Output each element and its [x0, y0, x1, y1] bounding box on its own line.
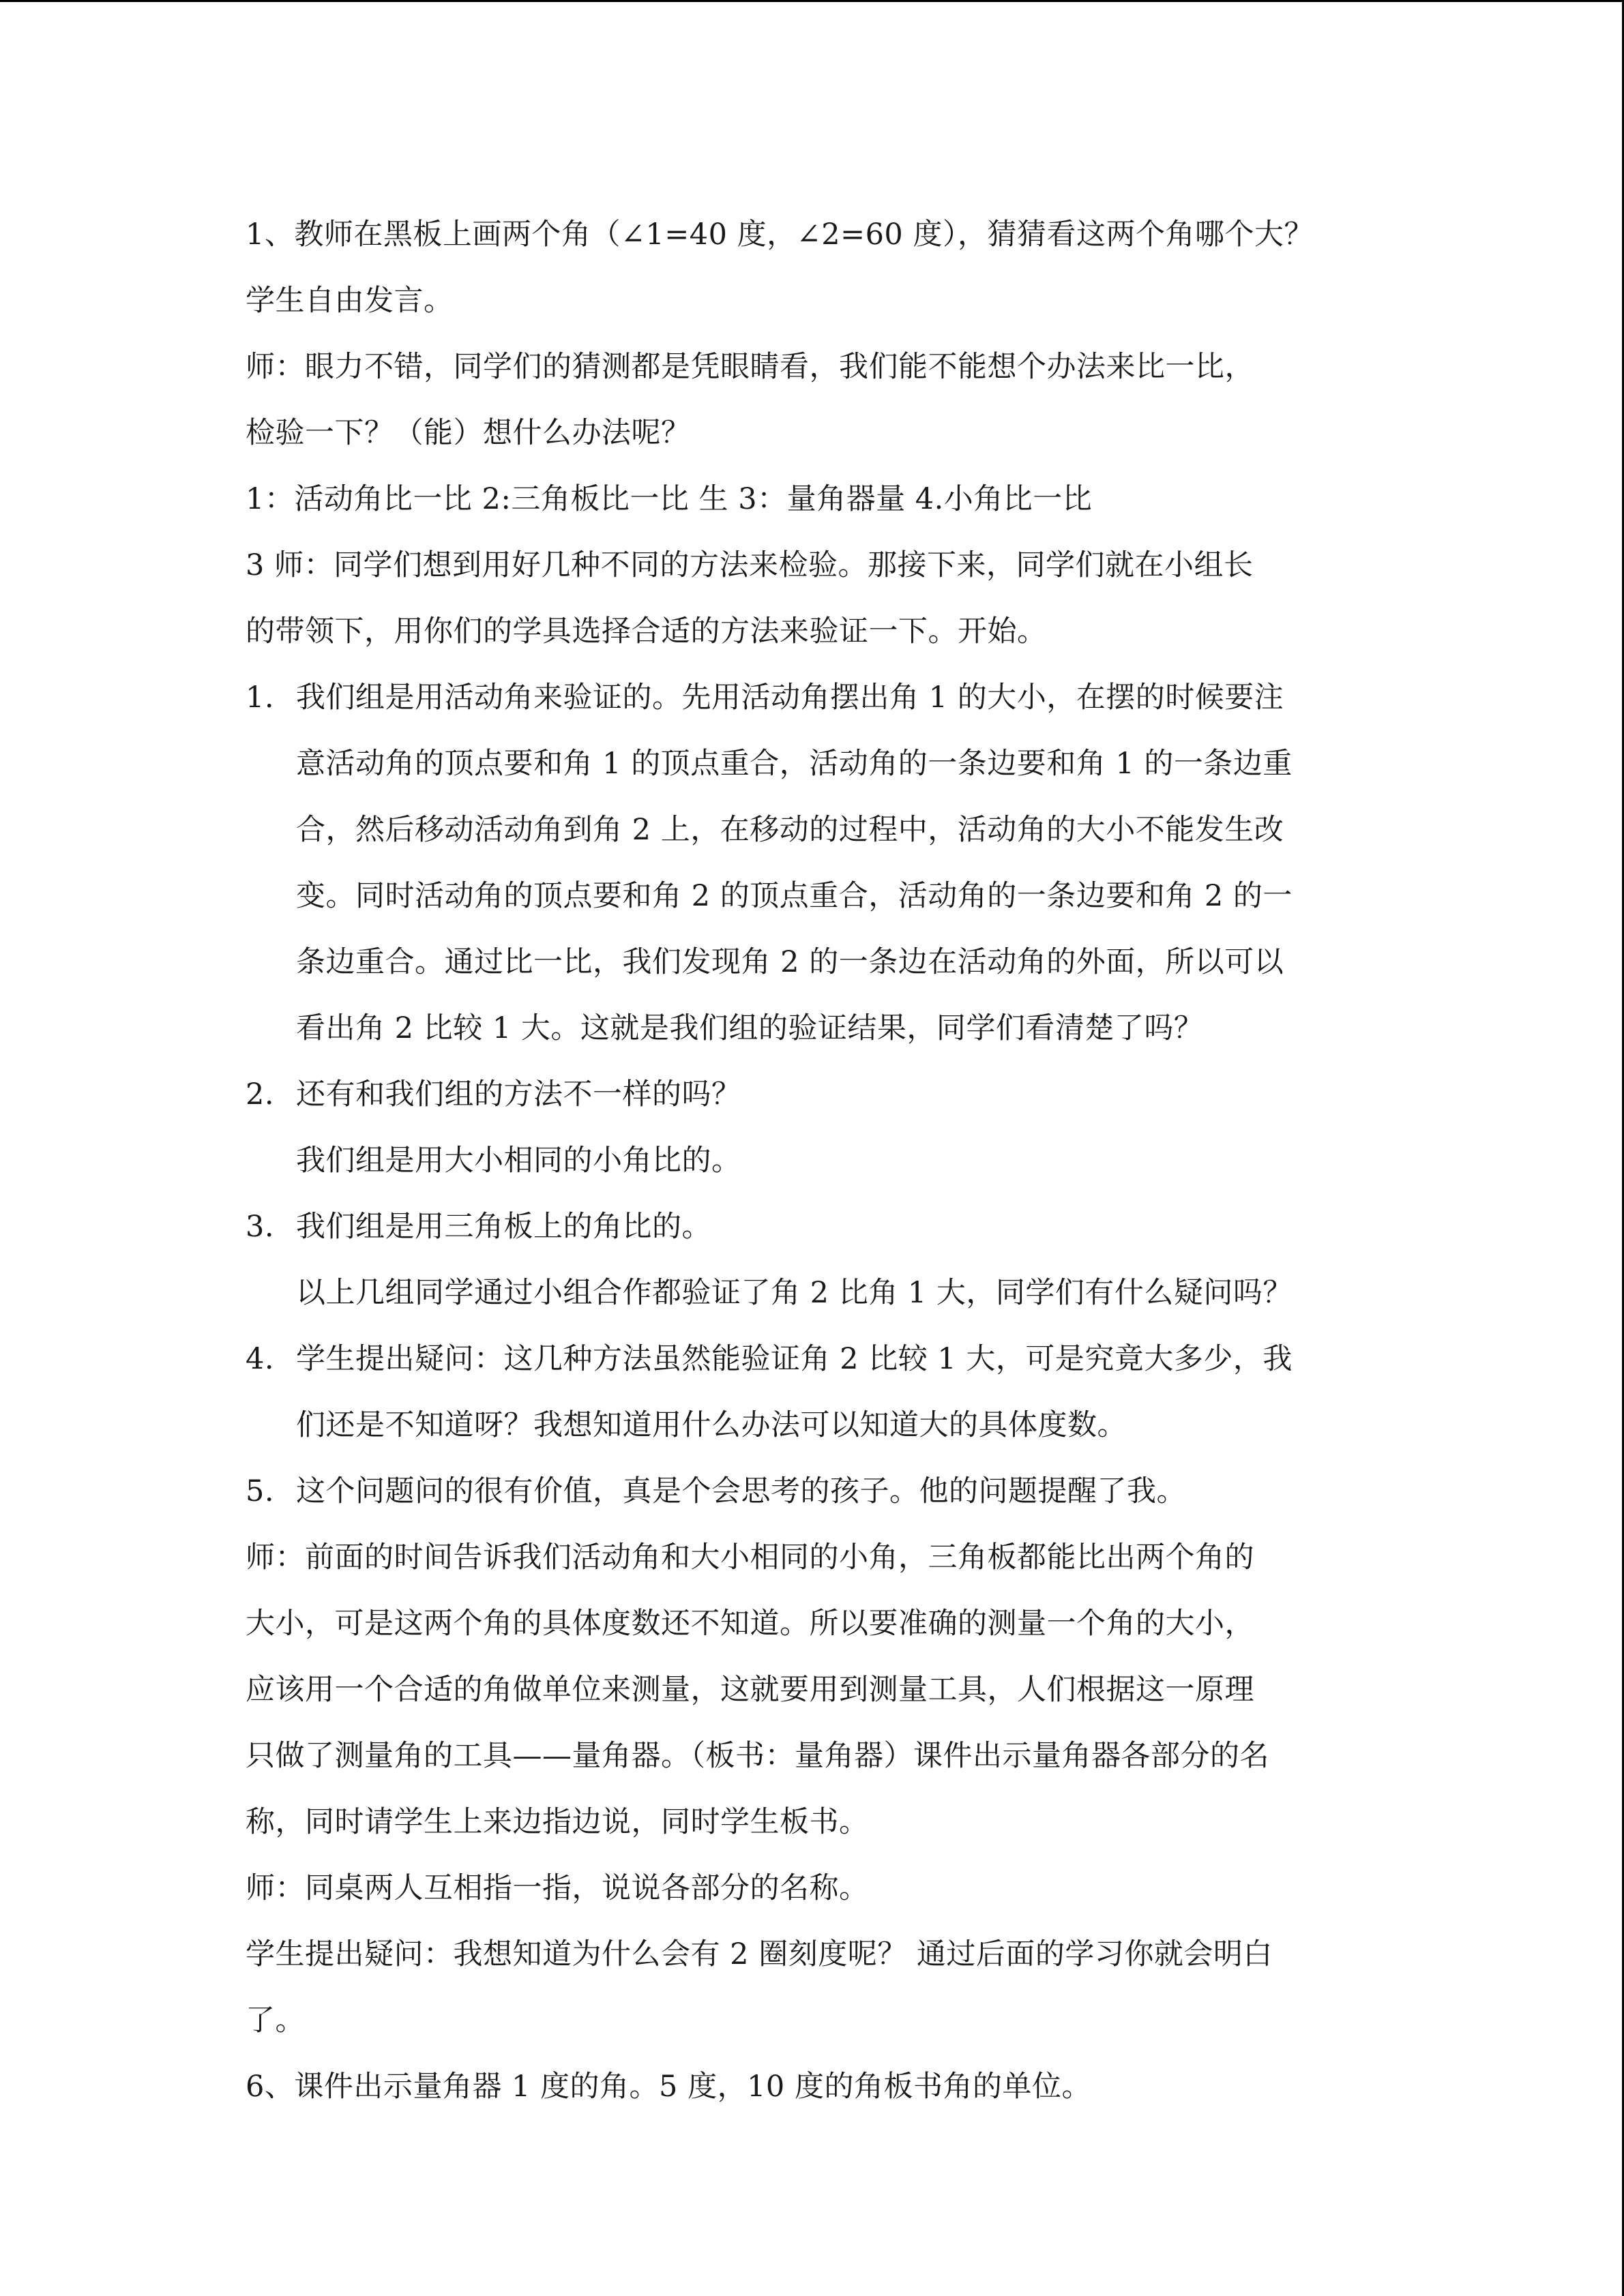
paragraph-line: 师：前面的时间告诉我们活动角和大小相同的小角，三角板都能比出两个角的	[246, 1540, 1254, 1575]
list-item-text: 我们组是用活动角来验证的。先用活动角摆出角 1 的大小，在摆的时候要注	[296, 681, 1284, 715]
list-item-3	[246, 1194, 1378, 1260]
paragraph-line: 只做了测量角的工具——量角器。（板书：量角器）课件出示量角器各部分的名	[246, 1739, 1269, 1773]
list-number: 4.	[246, 1342, 275, 1376]
list-item-continuation: 我们组是用大小相同的小角比的。	[296, 1144, 741, 1178]
list-item-continuation: 条边重合。通过比一比，我们发现角 2 的一条边在活动角的外面，所以可以	[296, 945, 1284, 979]
paragraph-line: 6、课件出示量角器 1 度的角。5 度，10 度的角板书角的单位。	[246, 2070, 1091, 2104]
list-item-4	[246, 1326, 1378, 1392]
list-number: 3.	[246, 1210, 275, 1244]
paragraph-line: 称，同时请学生上来边指边说，同时学生板书。	[246, 1805, 869, 1839]
paragraph-line: 师：眼力不错，同学们的猜测都是凭眼睛看，我们能不能想个办法来比一比，	[246, 350, 1254, 384]
list-number: 5.	[246, 1474, 275, 1508]
document-body	[246, 202, 1378, 2120]
paragraph-line: 检验一下？（能）想什么办法呢？	[246, 416, 691, 450]
list-item-continuation: 合，然后移动活动角到角 2 上，在移动的过程中，活动角的大小不能发生改	[296, 813, 1284, 847]
list-item-continuation: 们还是不知道呀？我想知道用什么办法可以知道大的具体度数。	[296, 1408, 1127, 1442]
list-item-2	[246, 1062, 1378, 1128]
list-item-continuation: 看出角 2 比较 1 大。这就是我们组的验证结果，同学们看清楚了吗？	[296, 1011, 1204, 1045]
paragraph-line: 1、教师在黑板上画两个角（∠1=40 度，∠2=60 度），猜猜看这两个角哪个大？	[246, 218, 1314, 252]
list-item-text: 我们组是用三角板上的角比的。	[296, 1210, 711, 1244]
paragraph-line: 的带领下，用你们的学具选择合适的方法来验证一下。开始。	[246, 614, 1047, 648]
list-item-text: 学生提出疑问：这几种方法虽然能验证角 2 比较 1 大，可是究竟大多少，我	[296, 1342, 1293, 1376]
page-top-border	[0, 0, 1624, 2]
list-item-5	[246, 1459, 1378, 1525]
list-item-continuation: 变。同时活动角的顶点要和角 2 的顶点重合，活动角的一条边要和角 2 的一	[296, 879, 1293, 913]
list-item-1	[246, 665, 1378, 731]
list-number: 2.	[246, 1077, 275, 1112]
list-item-text: 还有和我们组的方法不一样的吗？	[296, 1077, 741, 1112]
paragraph-line: 大小，可是这两个角的具体度数还不知道。所以要准确的测量一个角的大小，	[246, 1607, 1254, 1641]
list-item-text: 这个问题问的很有价值，真是个会思考的孩子。他的问题提醒了我。	[296, 1474, 1186, 1508]
paragraph-line: 3 师：同学们想到用好几种不同的方法来检验。那接下来，同学们就在小组长	[246, 548, 1254, 582]
paragraph-line: 应该用一个合适的角做单位来测量，这就要用到测量工具，人们根据这一原理	[246, 1673, 1254, 1707]
paragraph-line: 1：活动角比一比 2:三角板比一比 生 3：量角器量 4.小角比一比	[246, 482, 1093, 516]
paragraph-line: 师：同桌两人互相指一指，说说各部分的名称。	[246, 1871, 869, 1905]
list-item-continuation: 意活动角的顶点要和角 1 的顶点重合，活动角的一条边要和角 1 的一条边重	[296, 747, 1293, 781]
paragraph-line: 学生提出疑问：我想知道为什么会有 2 圈刻度呢？ 通过后面的学习你就会明白	[246, 1937, 1273, 1971]
paragraph-line: 学生自由发言。	[246, 284, 454, 318]
paragraph-line: 了。	[246, 2003, 305, 2038]
list-item-continuation: 以上几组同学通过小组合作都验证了角 2 比角 1 大，同学们有什么疑问吗？	[296, 1276, 1293, 1310]
list-number: 1.	[246, 681, 275, 715]
